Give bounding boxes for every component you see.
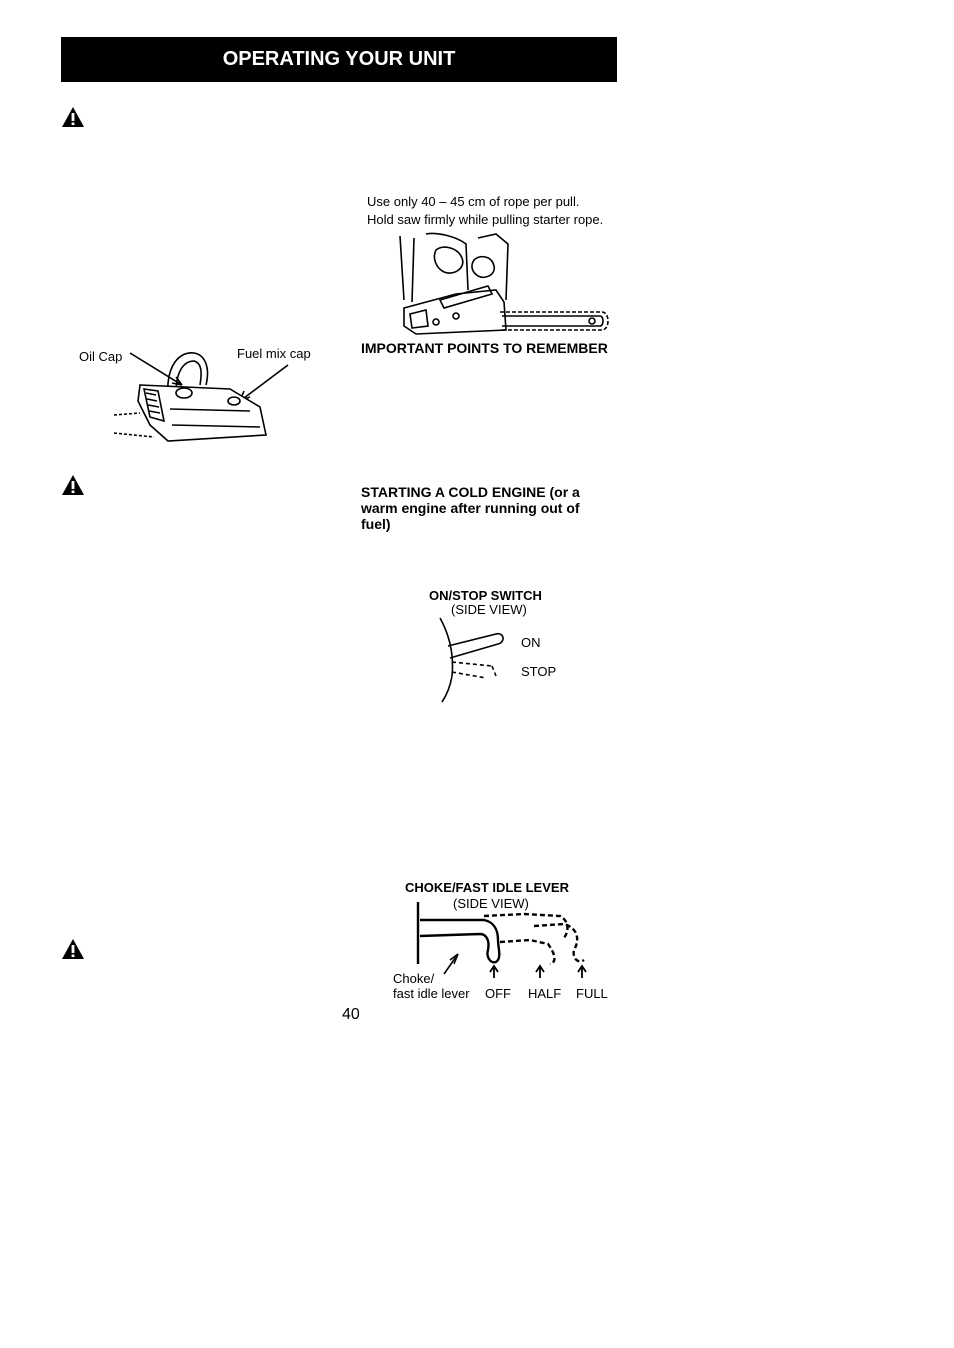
- choke-figure-subtitle: (SIDE VIEW): [453, 896, 529, 911]
- caps-illustration: [110, 345, 320, 445]
- switch-illustration: [436, 616, 516, 706]
- choke-lever-label-line1: Choke/: [393, 971, 435, 986]
- important-points-heading: IMPORTANT POINTS TO REMEMBER: [361, 340, 608, 356]
- rope-caption: [367, 193, 627, 229]
- choke-figure-title: CHOKE/FAST IDLE LEVER: [405, 880, 569, 895]
- warning-icon: [61, 938, 85, 960]
- switch-on-label: ON: [521, 635, 541, 650]
- page-title: OPERATING YOUR UNIT: [222, 48, 456, 70]
- switch-figure-title: ON/STOP SWITCH: [429, 588, 542, 603]
- choke-lever-label: [393, 971, 470, 1001]
- cold-engine-heading: STARTING A COLD ENGINE (or a warm engine after running out of fuel): [361, 484, 580, 532]
- rope-caption-line2: Hold saw firmly while pulling starter rope.: [367, 212, 604, 227]
- oil-cap-label: Oil Cap: [79, 349, 123, 364]
- choke-full-label: FULL: [576, 986, 608, 1001]
- warning-icon: [61, 106, 85, 128]
- choke-half-label: HALF: [528, 986, 562, 1001]
- rope-caption-line1: Use only 40 – 45 cm of rope per pull.: [367, 194, 580, 209]
- choke-lever-label-line2: fast idle lever: [393, 986, 470, 1001]
- page-number: 40: [342, 1006, 360, 1023]
- choke-off-label: OFF: [485, 986, 511, 1001]
- switch-figure-subtitle: (SIDE VIEW): [451, 602, 527, 617]
- fuel-cap-label: Fuel mix cap: [237, 346, 311, 361]
- switch-stop-label: STOP: [521, 664, 557, 679]
- warning-icon: [61, 474, 85, 496]
- choke-illustration: [414, 900, 600, 982]
- starting-chainsaw-illustration: [396, 230, 611, 342]
- page-header: [61, 37, 617, 82]
